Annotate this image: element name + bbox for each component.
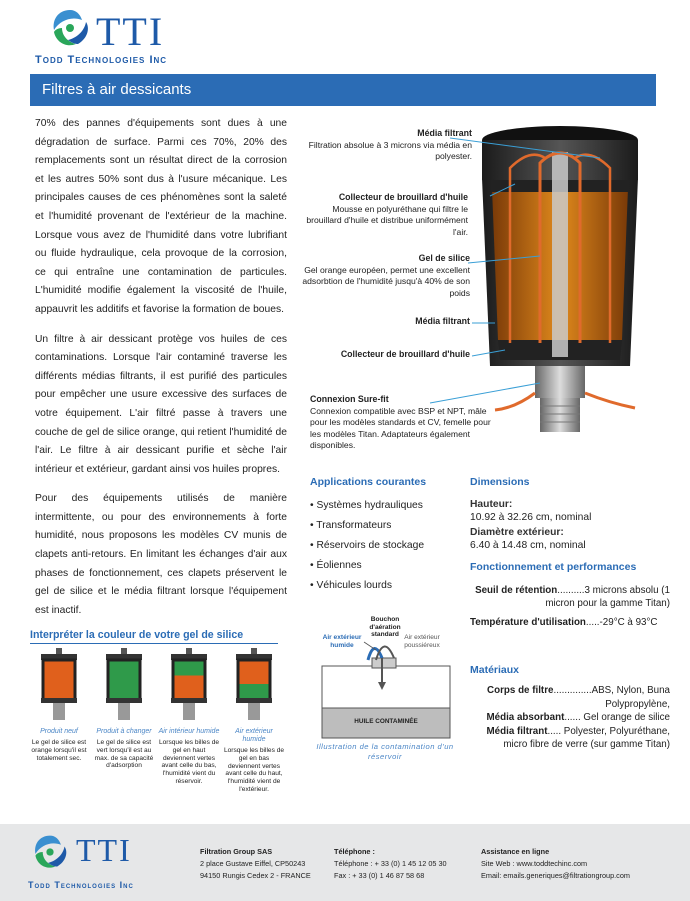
list-item: • Transformateurs xyxy=(310,516,480,536)
material-label: Média absorbant xyxy=(486,712,565,723)
gel-state-to-change xyxy=(93,648,155,770)
filter-cutaway-illustration xyxy=(300,118,670,450)
gel-description: Lorsque les billes de gel en haut deviennent vertes avant celle du bas, l'humidité vient du réservoir. xyxy=(158,739,220,785)
retention-label: Seuil de rétention xyxy=(475,585,558,596)
materials-title: Matériaux xyxy=(470,664,520,676)
applications-list xyxy=(310,496,480,596)
gel-description: Le gel de silice est vert lorsqu'il est au max. de sa capacité d'adsorption xyxy=(94,739,154,770)
footer-fax-line: Fax : + 33 (0) 1 46 87 58 68 xyxy=(334,871,425,880)
callout-media-filtrant-top xyxy=(300,128,472,163)
gel-caption: Produit neuf xyxy=(40,728,78,735)
brand-subtitle: Todd Technologies Inc xyxy=(35,54,168,66)
intro-paragraph-1: 70% des pannes d'équipements sont dues à une dégradation de surface. Parmi ces 70%, 20% des remplacements sont un résultat direct de la corrosion et les autres 50% sont dus à l'usure mécanique. Les principales causes de ces phénomènes sont la saleté et l'humidité provenant de l'extérieur de la machine. Lorsque vous avez de l'humidité dans votre lubrifiant ou fluide hydraulique, cela provoque de la corrosion, ce qui entraîne une contamination de particules. L'humidité modifie également la viscosité de l'huile, appauvrit les additifs et favorise la formation de boues. xyxy=(35,118,287,315)
gel-caption: Air intérieur humide xyxy=(158,728,220,735)
gel-cartridge-green-top-icon xyxy=(167,648,211,720)
material-row xyxy=(470,725,670,752)
brand-logo-text: TTI xyxy=(96,9,165,54)
footer-phone-line: Téléphone : + 33 (0) 1 45 12 05 30 xyxy=(334,859,447,868)
dusty-air-label: Air extérieur poussiéreux xyxy=(404,634,440,649)
gel-description: Le gel de silice est orange lorsqu'il est totalement sec. xyxy=(31,739,87,762)
list-item: • Systèmes hydrauliques xyxy=(310,496,480,516)
materials-section xyxy=(470,664,670,752)
footer-address-line-2: 94150 Rungis Cedex 2 - FRANCE xyxy=(200,871,311,880)
gel-description: Lorsque les billes de gel en bas deviennent vertes avant celle du haut, l'humidité vient de l'extérieur. xyxy=(223,747,285,793)
callout-title: Collecteur de brouillard d'huile xyxy=(340,349,470,359)
footer-email-link[interactable]: Email: emails.generiques@filtrationgroup.com xyxy=(481,871,630,880)
dimensions-section xyxy=(470,476,670,552)
callout-oil-mist-collector-bottom xyxy=(300,349,470,361)
temperature-label: Température d'utilisation xyxy=(470,617,586,628)
performance-title: Fonctionnement et performances xyxy=(470,561,637,573)
gel-state-inside-humid xyxy=(158,648,220,786)
gel-state-outside-humid xyxy=(223,648,285,794)
performance-section xyxy=(470,560,670,629)
gel-caption: Air extérieur humide xyxy=(235,728,273,743)
callout-title: Connexion Sure-fit xyxy=(310,394,389,404)
callout-text: Gel orange européen, permet une excellent adsorbtion de l'humidité jusqu'à 40% de son poids xyxy=(302,264,470,298)
material-value: ...... Gel orange de silice xyxy=(564,712,670,723)
retention-row xyxy=(470,584,670,610)
applications-title: Applications courantes xyxy=(310,476,427,488)
gel-cartridge-green-bottom-icon xyxy=(232,648,276,720)
callout-title: Média filtrant xyxy=(417,128,472,138)
callout-text: Mousse en polyuréthane qui filtre le brouillard d'huile et distribue uniformément l'air. xyxy=(306,203,468,237)
footer-support xyxy=(481,846,630,882)
footer-brand-subtitle: Todd Technologies Inc xyxy=(28,880,134,890)
applications-section xyxy=(310,476,480,596)
gel-cartridge-orange-icon xyxy=(37,648,81,720)
footer-web-link[interactable]: Site Web : www.toddtechinc.com xyxy=(481,859,588,868)
footer-address xyxy=(200,846,311,882)
diameter-value: 6.40 à 14.48 cm, nominal xyxy=(470,540,586,551)
temperature-row xyxy=(470,616,670,629)
list-item: • Réservoirs de stockage xyxy=(310,536,480,556)
humid-air-label: Air extérieur humide xyxy=(322,634,362,649)
list-item: • Éoliennes xyxy=(310,556,480,576)
callout-title: Collecteur de brouillard d'huile xyxy=(338,192,468,202)
height-label: Hauteur: xyxy=(470,499,513,510)
callout-sure-fit xyxy=(310,394,502,452)
intro-paragraph-2: Un filtre à air dessicant protège vos huiles de ces contaminations. Lorsque l'air contaminé traverse les différents médias filtrants, il est purifié des particules pour empêcher une usure excessive des surfaces de votre équipement. L'air filtré passe à travers une couche de gel de silice orange, qui retient l'humidité de l'air. Le filtre à air dessicant purifie et sèche l'air intérieur et extérieur, gardant ainsi vos huiles propres. xyxy=(35,333,287,475)
footer-support-title: Assistance en ligne xyxy=(481,847,550,856)
vent-cap-label: Bouchon d'aération standard xyxy=(369,616,401,639)
intro-text xyxy=(35,115,287,631)
temperature-value: .....-29°C à 93°C xyxy=(585,617,658,628)
callout-silica-gel xyxy=(300,253,470,299)
reservoir-caption: Illustration de la contamination d'un réservoir xyxy=(316,742,454,761)
diameter-label: Diamètre extérieur: xyxy=(470,527,564,538)
material-row xyxy=(470,684,670,711)
callout-text: Filtration absolue à 3 microns via média en polyester. xyxy=(308,139,472,161)
material-value: ..............ABS, Nylon, Buna Polypropylène, xyxy=(553,685,670,710)
material-value: ..... Polyester, Polyuréthane, micro fibre de verre (sur gamme Titan) xyxy=(503,725,670,750)
callout-text: Connexion compatible avec BSP et NPT, mâle pour les modèles standards et CV, femelle pour les modèles Titan. Adaptateurs également disponibles. xyxy=(310,405,491,450)
contaminated-oil-label: HUILE CONTAMINÉE xyxy=(354,718,418,725)
callout-oil-mist-collector-top xyxy=(300,192,468,238)
gel-state-new xyxy=(28,648,90,762)
footer-company: Filtration Group SAS xyxy=(200,847,273,856)
gel-caption: Produit à changer xyxy=(96,728,152,735)
dimensions-title: Dimensions xyxy=(470,476,530,488)
tti-logo-mark xyxy=(48,6,92,50)
callout-media-filtrant-bottom xyxy=(300,316,470,328)
material-row xyxy=(470,711,670,725)
callout-title: Gel de silice xyxy=(418,253,470,263)
page-title: Filtres à air dessicants xyxy=(30,74,656,106)
gel-divider xyxy=(30,643,278,644)
gel-section-title: Interpréter la couleur de votre gel de silice xyxy=(30,629,244,641)
footer-phone-title: Téléphone : xyxy=(334,847,375,856)
height-value: 10.92 à 32.26 cm, nominal xyxy=(470,512,592,523)
callout-title: Média filtrant xyxy=(415,316,470,326)
material-label: Média filtrant xyxy=(486,725,548,737)
retention-value: ..........3 microns absolu (1 micron pour la gamme Titan) xyxy=(545,585,670,609)
list-item: • Véhicules lourds xyxy=(310,576,480,596)
footer-brand-logo: TTI xyxy=(76,832,132,868)
footer-logo-mark xyxy=(30,832,70,872)
intro-paragraph-3: Pour des équipements utilisés de manière intermittente, ou pour des environnements à forte humidité, nous proposons les modèles CV munis de clapets anti-retours. En limitant les échanges d'air aux phases de fonctionnement, ces clapets préservent le gel de silice et le média filtrant lorsque l'équipement est inactif. xyxy=(35,493,287,616)
footer-phone xyxy=(334,846,447,882)
footer-address-line-1: 2 place Gustave Eiffel, CP50243 xyxy=(200,859,306,868)
material-label: Corps de filtre xyxy=(487,685,554,696)
gel-cartridge-green-icon xyxy=(102,648,146,720)
